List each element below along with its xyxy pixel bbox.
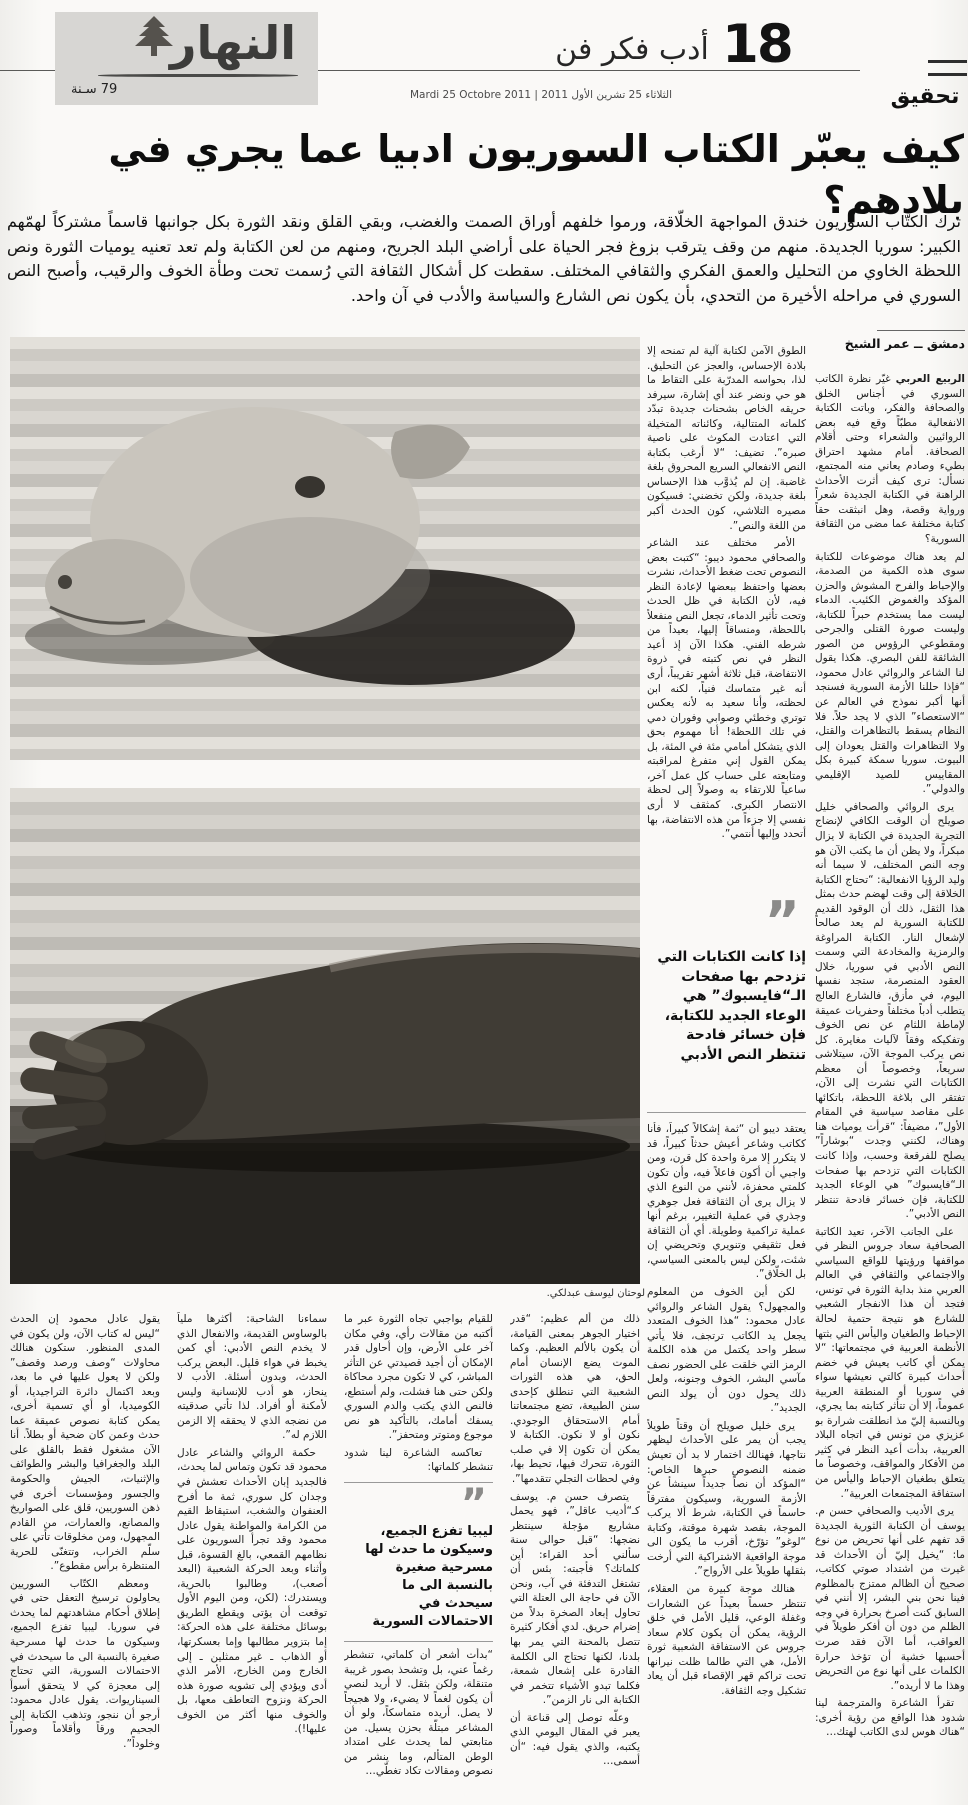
column-bottom-3-top [344,1312,493,1478]
masthead-wordmark: النهار [170,16,296,70]
kicker: تحقيق [890,84,960,109]
paragraph: حكمة الروائي والشاعر عادل محمود قد تكون وتماس لما يحدث، فالجديد إبان الأحداث تعشش في وجدان كل سوري، ثمة ما أفرح العنفوان والشغب، استيقاظ القيم من الكرامة والمواطنة يقول عادل محمود وقد تجرأ السوريون على نظامهم القمعي، بالغ القسوة، قبل وأثناء وبعد الحركة الشعبية (البعد أصعب)، وطالبوا بالحرية، ويستدرك: (لكن، ومن اليوم الأول توقعت أن يؤتى ويقطع الطريق بوسائل مختلفة على هذه الحركة: إما بتزوير مطالبها وإما بعسكرتها، أو الذهاب ـ غير ممثلين ـ إلى الخارج ومن الخارج، الأمر الذي أدى ويؤدي إلى تشويه صورة هذه الحركة ونزوح التعاطف معها، بل والخوف منها أكثر من الخوف عليها!). [177,1446,327,1736]
masthead-age: 79 سـنة [71,82,118,97]
paragraph-lead-in: الربيع العربي [895,373,965,385]
byline: دمشق ــ عمر الشيخ [844,336,965,351]
pull-quote-2-text: ليبيا تفزع الجميع، وسيكون ما حدث لها مسرحية صغيرة بالنسبة الى ما سيحدث في الاحتمالات السورية [365,1524,493,1630]
paragraph: ومعظم الكتّاب السوريين يحاولون ترسيخ التعقل حتى في إطلاق أحكام مشاهدتهم لما يحدث في سوريا. ليبيا تفزع الجميع، وسيكون ما حدث لها مسرحية صغيرة بالنسبة الى ما سيحدث في الاحتمالات السورية، التي تحتاج إلى معجزة كي لا يتحقق أسوأ السيناريوات. يقول عادل محمود: أرجو أن ننجو، وتذهب الكتابة إلى الجحيم ورقاً وأقلاماً وصوراً وخلوداً”. [10,1577,160,1750]
cedar-icon [133,16,175,62]
corner-dash-top [928,60,967,63]
column-bottom-3 [344,1312,493,1803]
paragraph: يرى الروائي والصحافي خليل صويلح أن الوقت الكافي لإنضاج التجربة الجديدة في الكتابة لا يزال مبكراً، ولا يظن أن ما يكتب الآن هو وجه النص المختلف، لا سيما أنه وليد الرؤيا الانفعالية: “تحتاج الكتابة الخلاقة إلى وقت لهضم حدث بمثل هذا الثقل، ذلك أن الوقود القديم للكتابة السورية لم يعد صالحاً لإشعال النار. الكتابة المراوغة والرمزية والمخادعة التي وسمت النص الأدبي في سوريا، خلال العقود المنصرمة، ستجد نفسها اليوم، في مأزق، فالشارع العالج يتطلب أدباً مختلفاً وحفريات عميقة لإماطة اللثام عن نص الخوف وتفكيكه وفقاً لآليات مغايرة. كل نص يركب الموجة الآن، سيتلاشى سريعاً، وخصوصاً أن معظم الكتابات التي نشرت إلى الآن، تفتقر الى بلاغة اللحظة، باتكائها على مقاصد سياسية في المقام الأول”، مضيفاً: “قرأت يوميات هنا وهناك، لكنني وجدت “بوشاراً” يصلح للفرقعة وحسب، وإذا كانت الكتابات التي تزدحم بها صفحات الـ“فايسبوك” هي الوعاء الجديد للكتابة، فإن خسائر فادحة تنتظر النص الأدبي”. [815,800,965,1221]
column-bottom-1 [10,1312,160,1803]
headline: كيف يعبّر الكتاب السوريون ادبيا عما يجري في بلادهم؟ [108,127,964,223]
byline-rule [877,330,965,331]
paragraph: “بدأت أشعر أن كلماتي، تنشطر رغماً عني، بل وتشحذ بصور غريبة متنقلة، ولكن بثقل. لا أريد لنصي أن يكون لغماً لا يضيء، ولا هجيجاً لا يصل. أريده متماسكاً، ولو أن المشاعر مبتلّة بحزن يسيل. من متابعتي لما يحدث على امتداد الوطن المتألم، وما ينشر من نصوص ومقالات تكاد تغطّي… [344,1649,493,1778]
paragraph [815,372,965,547]
sheep-head-drawing [10,337,640,760]
paragraph: على الجانب الآخر، تعيد الكاتبة الصحافية سعاد جروس النظر في مواقفها ورؤيتها للواقع السياسي والاجتماعي والثقافي في العالم العربي منذ بداية الثورة في تونس، فتجد أن هذا الانفجار الشعبي للشارع هو نتيجة حتمية لحالة الإحباط والطغيان واليأس التي بثتها الأنظمة العربية في مجتمعاتها: “لا يمكن أي كاتب يعيش في خضم أحداث كبيرة كالتي نعيشها سواء في سوريا أو المنطقة العربية عموماً، إلا أن تتأثر كتابته بما يجري، وبالنسبة إليّ مذ انطلقت شرارة بو عزيزي من تونس في اتجاه البلاد العربية، بدأت أعيد النظر في كثير من الأفكار والمواقف، وخصوصاً ما يتعلق بطغيان الإحباط واليأس من استفاقة المجتمعات العربية”. [815,1225,965,1500]
paragraph: لم يعد هناك موضوعات للكتابة سوى هذه الكمية من الصدمة، والإحباط والفرح المشوش والحزن المؤكد والغموض الكئيب. الدماء ليست مما يستخدم حبراً للكتابة، وليست صورة القتلى والجرحى ومقطوعي الرؤوس من الصور الشائقة للفن البصري. هكذا يقول لنا الشاعر والروائي عادل محمود، “فإذا حللنا الأزمة السورية فسنجد أنها أكبر نموذج في العالم عن “الاستعصاء” الذي لا يجد حلاً. فلا النظام يسقط بالتظاهرات والقتل، ولا التظاهرات والقتل يعودان إلى البيوت. سوريا سمكة كبيرة بكل المقاييس للصيد الإقليمي والدولي”. [815,550,965,796]
pull-quote-1-text: إذا كانت الكتابات التي تزدحم بها صفحات الـ“فايسبوك” هي الوعاء الجديد للكتابة، فإن خسائر فادحة تنتظر النص الأدبي [657,949,806,1063]
paragraph-text: غيّر نظرة الكاتب السوري في أجناس الخلق والصحافة والفكر، وباتت الكتابة الانفعالية مطبّاً وقع فيه بعض الروائيين والشعراء وحتى أقلام الصحافة. أمام مشهد احتراق بطيء وصادم يعاني منه المجتمع، نسأل: ترى كيف أثرت الأحداث الراهنة في الكتابة الجديدة شعراً ورواية وقصة، وهل انبثقت حقاً كتابة مختلفة عما مضى من الثقافة السورية؟ [815,373,965,546]
column-bottom-4 [510,1312,640,1803]
hand-drawing [10,788,640,1284]
artwork-sheep-head-image [10,337,640,760]
pull-quote-1 [647,898,806,1113]
column-second-top [647,344,806,896]
column-bottom-3-bottom [344,1648,493,1782]
quote-marks-icon: ” [460,1481,487,1528]
paragraph: ذلك من ألم عظيم: “قدر اختيار الجوهر بمعنى القيامة، أن يكون بالألم العظيم. وكما الموت يضع الإنسان أمام الحق، هي هذه الثورات الشعبية التي تنطلق كإحدى سنن الطبيعة، تضع مجتمعاتنا أمام الاستحقاق الوجودي. نكون أو لا نكون. الكتابة لا يمكن أن تكون إلا في صلب الثورة، تتحرك فيها، تحيط بها، وفي لحظات التجلي تتقدمها”. [510,1313,640,1486]
quote-marks-icon: ” [764,898,800,953]
artwork-hand-image [10,788,640,1284]
paragraph: تقرأ الشاعرة والمترجمة لينا شدود هذا الواقع من رؤية أخرى: “هناك هوس لدى الكاتب لهتك… [815,1697,965,1739]
paragraph: الطوق الآمن لكتابة آلية لم تمنحه إلا بلادة الإحساس، والعجز عن التحليق. لذا، بحواسه المدرّبة على التقاط ما هو حي ونضر عند أي إشارة، سيرفد حريقه الخاص بشحنات جديدة تبدّد كلماته المتتالية، وكائناته المتخيلة التي اعتادت المكوث على ناصية صبره”. تضيف: “لا أرغب بكتابة النص الانفعالي السريع المحروق بلغة غاضبة. إن لم يُذوَّب هذا الإحساس بلغة جديدة، ولكن تخضني: فسيكون مصيره التلاشي، كون الحدث أكبر من اللغة والنص”. [647,345,806,532]
paragraph: سماءنا الشاحبة: أكثرها ملياً بالوساوس القديمة، والانفعال الذي لا يخدم النص الأدبي: أي كمن يخبط في هواء قليل. البعض يركب الحدث، وبدون أسئلة. الأدب لا ينحاز، هو أدب للإنسانية وليس لأمكنة أو أفراد. لذا تأتي صدقيته من نضجه الذي لا يحققه إلا الزمن اللازم له”. [177,1313,327,1442]
column-bottom-2 [177,1312,327,1803]
page-number: 18 [722,14,792,75]
column-main [815,372,965,1802]
paragraph: الأمر مختلف عند الشاعر والصحافي محمود ديبو: “كتبت بعض النصوص تحت ضغط الأحداث، نشرت بعضها واحتفظ ببعضها لإعادة النظر فيه، لأن الكتابة في ظل الحدث وتحت تأثير الدماء، تجعل النص منفعلاً باللحظة، ومنساقاً إليها، بعيداً من شرطه الفني. هكذا الآن إذ أعيد النظر في نص كتبته في ذروة الانتفاضة، قبل ثلاثة أشهر تقريباً، أرى أنه غير متماسك فنياً، لكنه ابن لحظته، وأنا سعيد به لأنه يعكس توتري وخطئي وصوابي وفوران دمي في تلك اللحظة! أنا مهموم بحق الذي يتشكل أمامي مئة في المئة، بل يمكن القول إني متفرغ لمراقبته ومتابعته على حساب كل عمل آخر، ساعياً للارتقاء به وصولاً إلى لحظة الانتصار الكبرى. كمثقف لا أرى نفسي إلا جزءاً من هذه الانتفاضة، بها أتحدد وإليها أنتمي”. [647,537,806,841]
column-second-bottom [647,1122,806,1802]
artwork-caption: لوحتان ليوسف عبدلكي. [546,1288,645,1299]
section-title: أدب فكر فن [555,32,709,67]
date-line: الثلاثاء 25 تشرين الأول 2011 | Mardi 25 Octobre 2011 [410,89,672,101]
paragraph: لكن أين الخوف من المعلوم والمجهول؟ يقول الشاعر والروائي عادل محمود: “هذا الخوف المتعدد يجعل يد الكاتب ترتجف، فلا يأتي سطر واحد يكتمل من هذه الكلمة الرمز التي خلقت على الحضور نصف مآسي البشر، الخوف وجنونه، ولعل ذلك يحول دون أن يولد النص الجديد”. [647,1286,806,1415]
byline-block [815,330,965,351]
corner-dash-bottom [928,73,967,76]
paragraph: يرى الأديب والصحافي حسن م. يوسف أن الكتابة الثورية الجديدة قد تفهم على أنها تحريض من نوع ما: “يخيل إليّ أن الأحداث قد غيرت من اشتداد صوتي ككاتب، صحيح أن الظالم ممتزج بالمظلوم فينا نحن بني البشر، إلا أنني في السابق كنت أصرخ بحرارة في وجه الظلم من دون أن أفكر طويلاً في العواقب، أما الآن فقد صرت أحسبها خشية أن تؤخذ حرارة الكلمات على أنها نوع من التحريض وهذا ما لا أريده”. [815,1505,965,1692]
header-rule-left [0,70,55,71]
paragraph: وعلّه توصل إلى قناعة أن يعبر في المقال اليومي الذي يكتبه، والذي يقول فيه: “أن أسمى… [510,1711,640,1768]
masthead-underline [98,74,298,77]
paragraph: هنالك موجة كبيرة من العقلاء، تنتظر حسماً بعيداً عن الشعارات وغفلة الوعي، قليل الأمل في خلق الرؤية، يمكن أن يكون كلام سعاد جروس عن الاستفاقة الشعبية ثورة الأمل، هي التي طالما ظلت نيرانها تحت تراكم قهر الإقصاء قبل أن يعاد تشكيل وجه الثقافة. [647,1582,806,1697]
paragraph: يقول عادل محمود إن الحدث “ليس له كتاب الآن، ولن يكون في المدى المنظور. ستكون هنالك محاولات “وصف ورصد وقصف” ولكن لا يعول عليها في ما بعد، وبعد اكتمال دائرة التراجيديا، أو الكوميديا، أو أي تسمية أخرى، يمكن كتابة نصوص عميقة عما حدث وعمن كان ضحية أو بطلاً. أنا الآن مشغول فقط بالقلق على البلد والجغرافيا والبشر والطوائف والإثنيات، الجيش والحكومة والجسور ومؤسسات أخرى في ذهن السوريين، قلق على الصواريخ والمصانع، والعمارات، من القادم المجهول، ومن مخلوقات تأتي على سلّم الخراب، وتتغنّى للحرية المنتظرة برأس مقطوع”. [10,1313,160,1573]
paragraph: يعتقد ديبو أن “ثمة إشكالاً كبيراً، فأنا ككاتب وشاعر أعيش حدثاً كبيراً، قد لا يتكرر إلا مرة واحدة كل قرن، ومن واجبي أن أكون فاعلاً فيه، وأن تكون كلمتي محفزة، لأنني من النوع الذي لا يزال يرى أن الثقافة فعل جوهري وجذري في عملية التغيير، برغم أنها عملية تراكمية وطويلة. أي أن الثقافة فعل تثقيفي وتنويري وتحريضي إن شئت، ولكن ليس بالمعنى السياسي، بل الخلّاق”. [647,1123,806,1281]
paragraph: يتصرف حسن م. يوسف كـ“أديب عاقل”، فهو يحمل مشاريع مؤجلة سينتظر نضجها: “قبل حوالى سنة سألني أحد القراء: أين كلماتك؟ فأجبته: بئس أن تشتغل التدفئة في آب، ونحن الآن في حاجة الى العتلة التي تحاول إبعاد الصخرة بدلاً من إضرام حريق. لدي أفكار كثيرة تتصل بالمحنة التي يمر بها بلدنا، لكنها تحتاج الى الكلمة القادرة على إشعال شمعة، فكلما تبدو الأشياء تتخمر في الكتابة الى نار الزمن”. [510,1490,640,1707]
pull-quote-2 [344,1482,493,1642]
masthead-logo [55,12,318,105]
paragraph: يرى خليل صويلح أن وقتاً طويلاً يجب أن يمر على الأحداث ليظهر نتاجها، فهنالك اختمار لا بد أن تعيش ضمنه النصوص حبرها الخاص: “المؤكد أن نصاً جديداً سينشأ عن الأزمة السورية، وسيكون مفترقاً حاسماً في الكتابة، شرط ألا يركب الموجة، بقصد شهرة موقتة، وكتابة “لوغو” تؤرّخ، أقرب ما يكون الى موجة الواقعية الاشتراكية التي أرخت بثقلها طويلاً على الأرواح”. [647,1419,806,1578]
paragraph: تعاكسه الشاعرة لينا شدود تنشطر كلماتها: [344,1446,493,1474]
paragraph: للقيام بواجبي تجاه الثورة عبر ما أكتبه من مقالات رأي، وفي مكان آخر على الأرض، وإن أحاول قدر الإمكان أن أجيد قصيدتي عن التأثر المباشر، كي لا تكون مجرد محاكاة ولكن حتى هنا فشلت، ولم أستطع، فالنص الذي يكتب والدم السوري يسفك أمامك، بالتأكيد هو نص موجوع ومتوتر ومتحفز”. [344,1313,493,1442]
lede: ترك الكتّاب السوريون خندق المواجهة الخلّاقة، ورموا خلفهم أوراق الصمت والغضب، وبقي القلق ونقد الثورة بكل جوانبها قاسماً مشتركاً لهمّهم الكبير: سوريا الجديدة. منهم من وقف يترقب بزوغ فجر الحياة على أراضي البلد الجريح، ومنهم من لعن الكتابة ولم تعد تعنيه يوميات الثورة ونص اللحظة الخاوي من التحليل والعمق الفكري والثقافي المختلف. سقطت كل أشكال الثقافة التي رُسمت تحت وطأة الخوف والرقيب، وأصبح النص السوري في مراحله الأخيرة من التحدي، بأن يكون نص الشارع والسياسة والأدب في آن واحد. [7,212,961,305]
column-main-paragraphs [815,550,965,1740]
